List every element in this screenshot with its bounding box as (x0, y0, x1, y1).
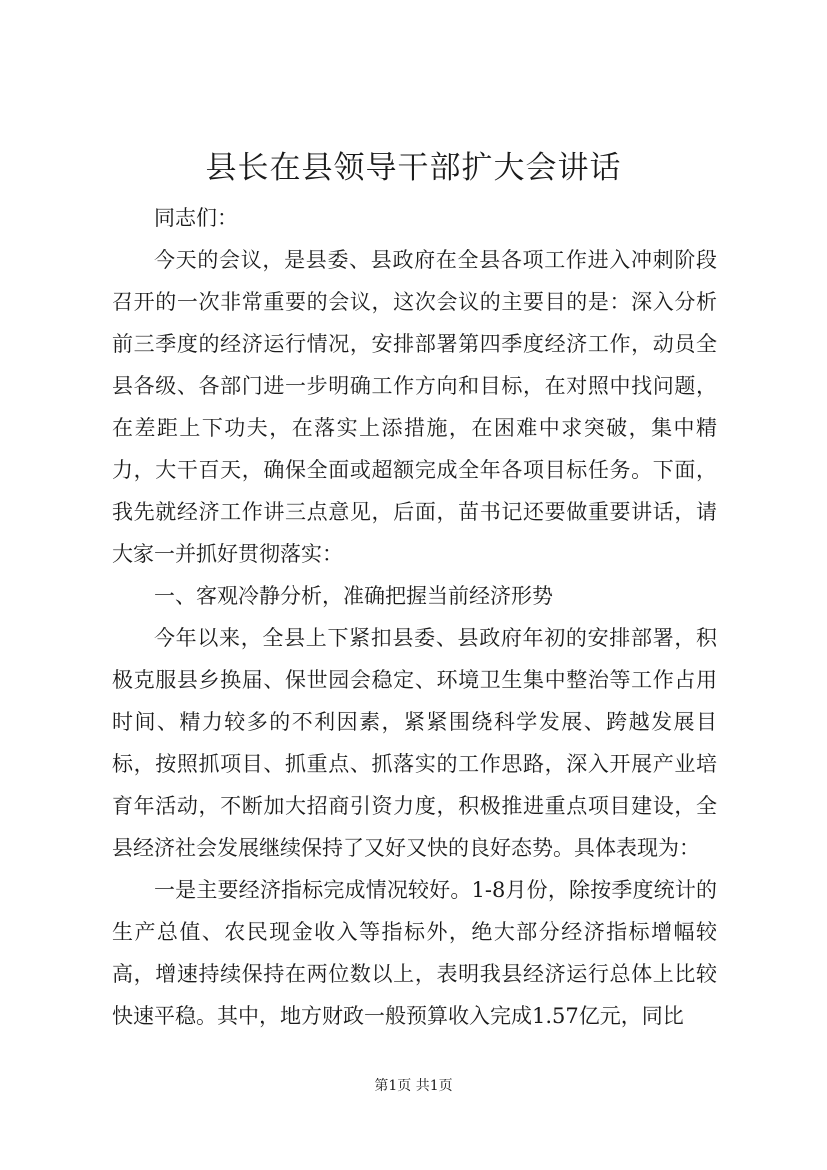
salutation-paragraph: 同志们： (154, 206, 238, 230)
section-heading: 一、客观冷静分析，准确把握当前经济形势 (154, 584, 553, 608)
document-title: 县长在县领导干部扩大会讲话 (205, 150, 622, 186)
body-paragraph: 今天的会议，是县委、县政府在全县各项工作进入冲刺阶段召开的一次非常重要的会议，这次会议的主要目的是：深入分析前三季度的经济运行情况，安排部署第四季度经济工作，动员全县各级、各部门进一步明确工作方向和目标，在对照中找问题，在差距上下功夫，在落实上添措施，在困难中求突破，集中精力，大干百天，确保全面或超额完成全年各项目标任务。下面，我先就经济工作讲三点意见，后面，苗书记还要做重要讲话，请大家一并抓好贯彻落实： (112, 248, 717, 566)
body-paragraph: 今年以来，全县上下紧扣县委、县政府年初的安排部署，积极克服县乡换届、保世园会稳定、环境卫生集中整治等工作占用时间、精力较多的不利因素，紧紧围绕科学发展、跨越发展目标，按照抓项目、抓重点、抓落实的工作思路，深入开展产业培育年活动，不断加大招商引资力度，积极推进重点项目建设，全县经济社会发展继续保持了又好又快的良好态势。具体表现为： (112, 626, 717, 860)
document-body (112, 197, 717, 1037)
body-paragraph: 一是主要经济指标完成情况较好。1-8月份，除按季度统计的生产总值、农民现金收入等指标外，绝大部分经济指标增幅较高，增速持续保持在两位数以上，表明我县经济运行总体上比较快速平稳。其中，地方财政一般预算收入完成1.57亿元，同比 (112, 878, 717, 1028)
page-number-footer: 第1页 共1页 (374, 1078, 453, 1094)
